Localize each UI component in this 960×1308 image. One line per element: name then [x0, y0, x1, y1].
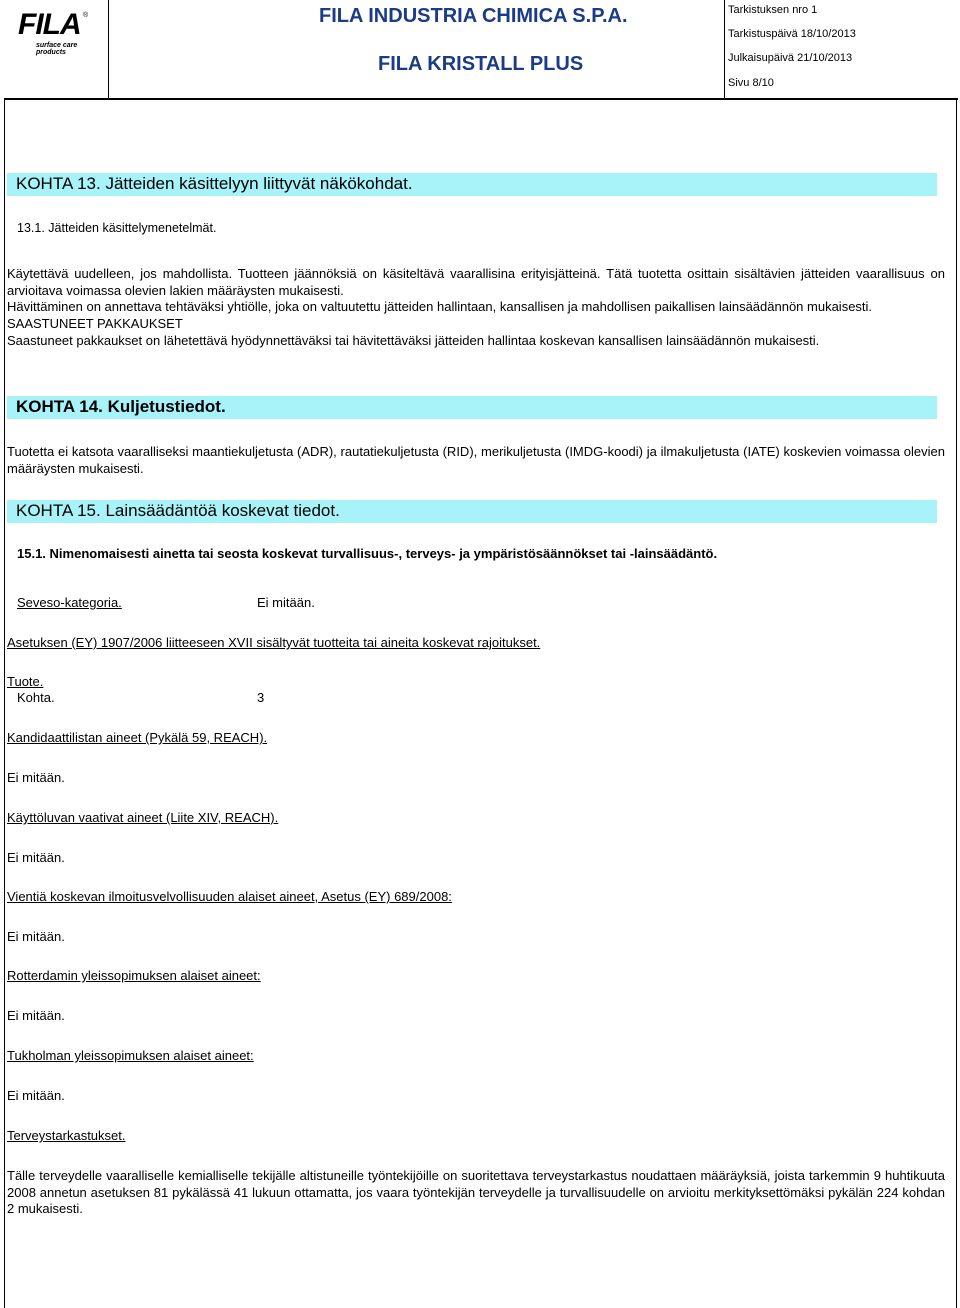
section-13-paragraph-3: Saastuneet pakkaukset on lähetettävä hyödynnettäväksi tai hävitettäväksi jätteiden hallintaa koskevan kansallisen lainsäädännön mukaisesti. [7, 333, 820, 348]
rotterdam-value: Ei mitään. [7, 1008, 65, 1023]
section-13-packaging-title: SAASTUNEET PAKKAUKSET [7, 316, 183, 331]
point-value: 3 [257, 690, 265, 705]
health-checks-label: Terveystarkastukset. [7, 1128, 126, 1143]
section-13-paragraph-2: Hävittäminen on annettava tehtäväksi yhtiölle, joka on valtuutettu jätteiden hallintaan, kansallisen ja mahdollisen paikallisen lainsäädännön mukaisesti. [7, 299, 873, 314]
export-notification-value: Ei mitään. [7, 929, 65, 944]
seveso-label: Seveso-kategoria. [17, 595, 122, 610]
logo-text: FILA [18, 8, 81, 41]
section-15-heading [7, 500, 937, 523]
section-14-heading [7, 396, 937, 419]
point-label: Kohta. [17, 690, 55, 705]
page-number: Sivu 8/10 [728, 77, 774, 89]
section-13-paragraph-1: Käytettävä uudelleen, jos mahdollista. Tuotteen jäännöksiä on käsiteltävä vaarallisina erityisjätteinä. Tätä tuotetta osittain sisältävien jätteiden vaarallisuus on arvioitava voimassa olevien lakien määräysten mukaisesti. [7, 266, 945, 298]
section-13-title: KOHTA 13. Jätteiden käsittelyyn liittyvät näkökohdat. [16, 174, 413, 193]
export-notification-label: Vientiä koskevan ilmoitusvelvollisuuden alaiset aineet, Asetus (EY) 689/2008: [7, 889, 452, 904]
revision-number: Tarkistuksen nro 1 [728, 4, 818, 16]
section-14-paragraph: Tuotetta ei katsota vaaralliseksi maantiekuljetusta (ADR), rautatiekuljetusta (RID), merikuljetusta (IMDG-koodi) ja ilmakuljetusta (IATE) koskevien voimassa olevien määräysten mukaisesti. [7, 444, 945, 476]
candidate-list-label: Kandidaattilistan aineet (Pykälä 59, REACH). [7, 730, 268, 745]
page-frame-left [4, 98, 5, 1308]
publication-date: Julkaisupäivä 21/10/2013 [728, 52, 853, 64]
fila-logo [4, 4, 104, 54]
section-15-subtitle: 15.1. Nimenomaisesti ainetta tai seosta koskevat turvallisuus-, terveys- ja ympäristösäännökset tai -lainsäädäntö. [17, 546, 718, 561]
product-name: FILA KRISTALL PLUS [378, 53, 584, 75]
product-label: Tuote. [7, 674, 44, 689]
company-name: FILA INDUSTRIA CHIMICA S.P.A. [319, 5, 628, 27]
seveso-value: Ei mitään. [257, 595, 315, 610]
candidate-list-value: Ei mitään. [7, 770, 65, 785]
section-14-title: KOHTA 14. Kuljetustiedot. [16, 397, 226, 416]
authorisation-label: Käyttöluvan vaativat aineet (Liite XIV, REACH). [7, 810, 279, 825]
registered-mark: ® [83, 12, 89, 19]
logo-tagline: surface care products [36, 42, 78, 56]
revision-date: Tarkistuspäivä 18/10/2013 [728, 28, 856, 40]
stockholm-value: Ei mitään. [7, 1088, 65, 1103]
page-frame-right [956, 98, 957, 1308]
annex-xvii-label: Asetuksen (EY) 1907/2006 liitteeseen XVII sisältyvät tuotteita tai aineita koskevat rajoitukset. [7, 635, 541, 650]
section-15-title: KOHTA 15. Lainsäädäntöä koskevat tiedot. [16, 501, 340, 520]
header-divider [108, 0, 109, 98]
header-divider [724, 0, 725, 98]
stockholm-label: Tukholman yleissopimuksen alaiset aineet: [7, 1048, 254, 1063]
section-13-heading [7, 173, 937, 196]
authorisation-value: Ei mitään. [7, 850, 65, 865]
document-header [4, 0, 958, 100]
section-13-subtitle: 13.1. Jätteiden käsittelymenetelmät. [17, 221, 217, 235]
health-checks-paragraph: Tälle terveydelle vaaralliselle kemialliselle tekijälle altistuneille työntekijöille on suoritettava terveystarkastus noudattaen määräyksiä, joista tarkemmin 9 huhtikuuta 2008 annetun asetuksen 81 pykälässä 41 lukuun ottamatta, jos vaara työntekijän terveydelle ja turvallisuudelle on arvioitu merkityksettömäksi pykälän 224 kohdan 2 mukaisesti. [7, 1168, 945, 1216]
rotterdam-label: Rotterdamin yleissopimuksen alaiset aineet: [7, 968, 261, 983]
